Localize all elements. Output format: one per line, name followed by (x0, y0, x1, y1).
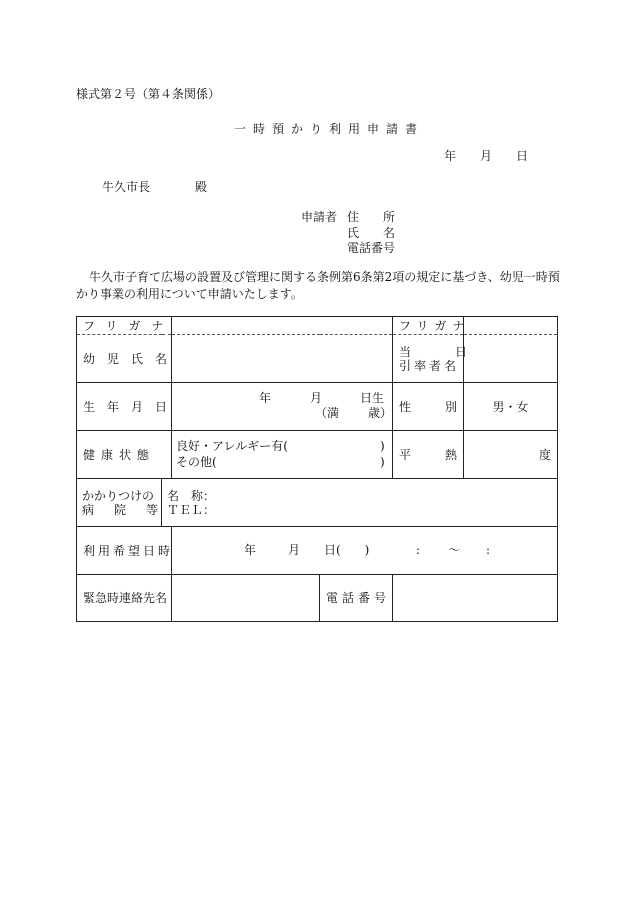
emergency-phone-input[interactable] (393, 575, 558, 622)
desired-day-label: 日( ) (324, 543, 370, 557)
child-name-input[interactable] (172, 335, 393, 383)
desired-date-label: 利用希望日時 (83, 543, 174, 558)
emergency-label-cell (77, 575, 172, 622)
birth-month-label: 月 (310, 391, 323, 405)
health-label-cell (77, 431, 172, 479)
temperature-unit: 度 (538, 447, 551, 462)
child-name-label-cell (77, 335, 180, 383)
sex-label-cell (393, 383, 492, 431)
emergency-name-input[interactable] (172, 575, 320, 622)
desired-colon-2: : (486, 543, 491, 557)
hospital-label-2: 病院等 (82, 502, 179, 517)
sex-label: 性別 (399, 399, 492, 414)
desired-colon-1: : (416, 543, 421, 557)
date-year-label: 年 (444, 149, 457, 163)
desired-year-label: 年 (244, 543, 257, 557)
emergency-label: 緊急時連絡先名 (83, 591, 168, 605)
date-month-label: 月 (480, 149, 493, 163)
health-option2: その他( (176, 455, 217, 469)
temperature-label-cell (393, 431, 492, 479)
health-input[interactable] (172, 431, 393, 479)
hospital-input[interactable] (162, 479, 558, 527)
hospital-label-cell (77, 479, 179, 527)
desired-date-input[interactable] (172, 527, 558, 575)
hospital-name-label: 名 称： (167, 488, 216, 503)
health-label: 健康状態 (83, 447, 156, 462)
form-number: 様式第２号（第４条関係） (76, 87, 221, 101)
emergency-phone-label-cell (320, 575, 393, 622)
birthdate-label: 生年月日 (83, 399, 180, 414)
guardian-furigana-input[interactable] (464, 317, 558, 335)
health-option2-close: ) (380, 455, 385, 469)
health-option1-close: ) (380, 439, 385, 453)
furigana-label-2: フリガナ (399, 318, 471, 333)
date-day-label: 日 (516, 149, 529, 163)
sex-value: 男・女 (492, 399, 529, 414)
child-name-label: 幼児氏名 (83, 351, 180, 366)
age-open-label: （満 (315, 406, 340, 420)
birth-year-label: 年 (259, 391, 272, 405)
age-close-label: 歳） (368, 406, 393, 420)
birthdate-input[interactable] (172, 383, 393, 431)
hospital-tel-label: ＴＥＬ： (167, 502, 216, 517)
furigana-label-cell-2 (393, 317, 471, 335)
guardian-label-cell (393, 335, 512, 383)
birth-day-label: 日生 (360, 391, 385, 405)
emergency-phone-label: 電話番号 (326, 591, 391, 605)
body-text-line2: かり事業の利用について申請いたします。 (76, 287, 303, 301)
desired-date-label-cell (77, 527, 172, 575)
page-title: 一時預かり利用申請書 (234, 122, 425, 136)
guardian-label-2: 引率者名 (399, 358, 460, 373)
furigana-label-cell (77, 317, 175, 335)
birthdate-label-cell (77, 383, 180, 431)
applicant-name-label: 氏 名 (347, 226, 396, 240)
desired-tilde: 〜 (448, 543, 461, 557)
guardian-label-1: 当日 (399, 344, 512, 359)
applicant-label: 申請者 (301, 210, 338, 224)
applicant-address-label: 住 所 (347, 210, 396, 224)
honorific: 殿 (195, 180, 208, 194)
body-text-line1: 牛久市子育て広場の設置及び管理に関する条例第6条第2項の規定に基づき、幼児一時預 (89, 270, 560, 284)
child-furigana-input[interactable] (172, 317, 393, 335)
temperature-label: 平熱 (399, 447, 492, 462)
application-form-table (76, 316, 558, 622)
guardian-name-input[interactable] (464, 335, 558, 383)
furigana-label: フリガナ (83, 318, 175, 333)
addressee: 牛久市長 (102, 180, 151, 194)
hospital-label-1: かかりつけの (82, 488, 155, 503)
desired-month-label: 月 (288, 543, 301, 557)
health-option1: 良好・アレルギー有( (176, 439, 288, 453)
applicant-phone-label: 電話番号 (347, 241, 396, 255)
